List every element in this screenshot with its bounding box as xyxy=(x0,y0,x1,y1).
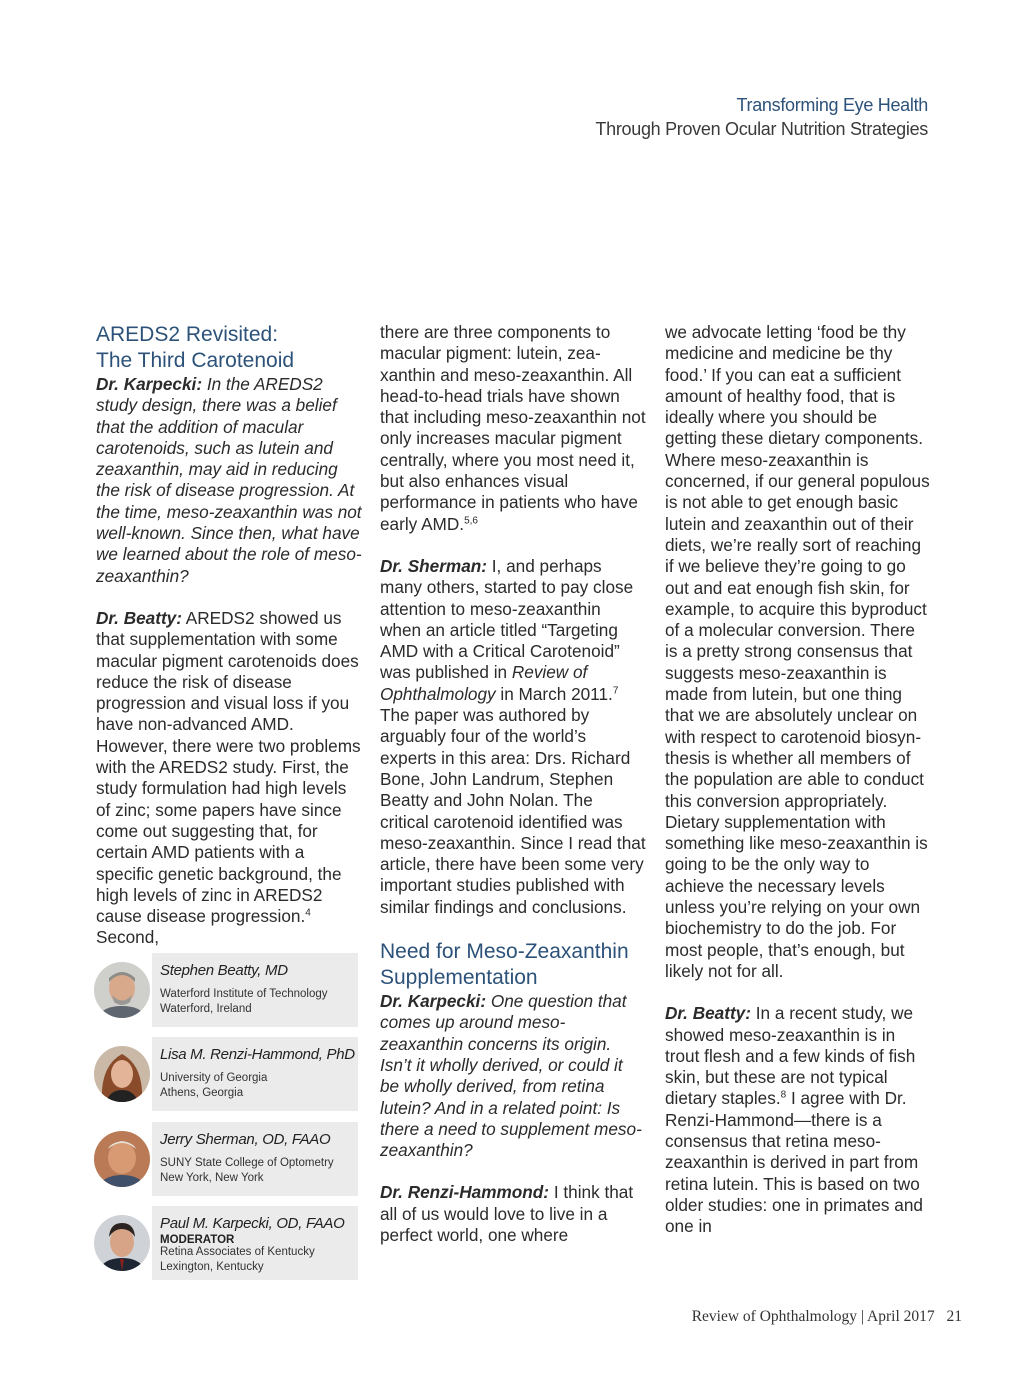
paragraph-text: we advocate letting ‘food be thy medicine and medicine be thy food.’ If you can eat a sufficient amount of healthy food, that is ideally where you should be getting these dietary components. Where meso-zeaxanthin is concerned, if our general populous is not able to get enough basic lutein and zeaxanthin out of their diets, we’re really sort of reaching if we believe they’re going to go out and eat enough fish skin, for example, to acquire this byproduct of a molecular conversion. There is a pretty strong consensus that suggests meso-zeaxanthin is made from lutein, but one thing that we are absolutely unclear on with respect to carotenoid biosynthesis is whether all members of the population are able to conduct this conversion appropriately. Dietary supplementation with something like meso-zeaxanthin is going to be the only way to achieve the necessary levels unless you’re relying on your own biochemistry to do the job. For most people, that’s enough, but likely not for all. xyxy=(665,322,930,981)
running-header xyxy=(595,93,928,141)
heading-line: The Third Carotenoid xyxy=(96,349,295,372)
panelist-card-moderator xyxy=(92,1206,360,1280)
panelist-affiliation: Waterford Institute of Technology xyxy=(160,988,328,1000)
answer-paragraph xyxy=(665,322,931,982)
footer-date: April 2017 xyxy=(867,1308,935,1325)
panelist-name: Lisa M. Renzi-Hammond, PhD xyxy=(160,1046,355,1063)
header-line-2: Through Proven Ocular Nutrition Strategies xyxy=(595,119,928,139)
section-heading-areds2 xyxy=(96,322,364,374)
panelist-name: Paul M. Karpecki, OD, FAAO xyxy=(160,1215,345,1232)
panelist-card xyxy=(92,1122,360,1196)
answer-paragraph xyxy=(380,1182,646,1246)
panelist-affiliation: Retina Associates of Kentucky xyxy=(160,1246,315,1258)
column-3 xyxy=(665,322,931,1237)
paragraph-text: in March 2011. xyxy=(495,683,613,704)
panelist-location: New York, New York xyxy=(160,1172,264,1184)
panelist-photo xyxy=(94,1215,150,1271)
heading-line: Supplementation xyxy=(380,966,538,990)
answer-paragraph xyxy=(380,322,646,535)
section-heading-need xyxy=(380,939,646,991)
answer-paragraph xyxy=(96,608,364,949)
panelist-name: Stephen Beatty, MD xyxy=(160,962,288,979)
speaker-label: Dr. Sherman: xyxy=(380,555,487,576)
panelist-location: Lexington, Kentucky xyxy=(160,1261,264,1273)
panelist-photo xyxy=(94,962,150,1018)
panelist-affiliation: University of Georgia xyxy=(160,1072,268,1084)
panelist-photo xyxy=(94,1131,150,1187)
paragraph-text: One question that comes up around meso-zeaxanthin concerns its origin. Isn’t it wholly derived, or could it be wholly derived, from retina lutein? And in a related point: Is there a need to supplement meso-zeaxanthin? xyxy=(380,991,642,1161)
paragraph-text: The paper was authored by arguably four of the world’s experts in this area: Drs. Richard Bone, John Landrum, Stephen Beatty and John Nolan. The critical carotenoid identified was meso-zeaxanthin. Since I read that article, there have been some very important studies published with similar findings and conclusions. xyxy=(380,705,646,917)
heading-line: Need for Meso-Zeaxanthin xyxy=(380,940,629,964)
paragraph-text: Second, xyxy=(96,927,160,948)
panelist-location: Athens, Georgia xyxy=(160,1087,244,1099)
question-paragraph xyxy=(96,374,364,587)
panelist-name: Jerry Sherman, OD, FAAO xyxy=(160,1131,331,1148)
paragraph-text: there are three components to macular pigment: lutein, zeaxanthin and meso-zeaxanthin. All head-to-head trials have shown that including meso-zeaxanthin not only increases macular pigment centrally, where you most need it, but also enhances visual performance in patients who have early AMD. xyxy=(380,322,646,534)
speaker-label: Dr. Renzi-Hammond: xyxy=(380,1182,550,1203)
panelist-location: Waterford, Ireland xyxy=(160,1003,252,1015)
journal-title: Review of Ophthalmology xyxy=(380,662,588,704)
reference-superscript: 8 xyxy=(780,1089,787,1101)
reference-superscript: 7 xyxy=(612,685,619,697)
paragraph-text: I agree with Dr. Renzi-Hammond—there is a consensus that retina meso-zeaxanthin is derived in part from retina lutein. This is based on two older studies: one in primates and one in xyxy=(665,1088,923,1237)
page-number: 21 xyxy=(946,1308,962,1325)
panelist-info-box xyxy=(152,1206,358,1280)
speaker-label: Dr. Karpecki: xyxy=(380,991,487,1012)
answer-paragraph xyxy=(665,1003,931,1237)
panelist-card xyxy=(92,953,360,1027)
page-footer xyxy=(692,1308,962,1326)
panelist-role: MODERATOR xyxy=(160,1234,235,1246)
panelist-card xyxy=(92,1037,360,1111)
answer-paragraph xyxy=(380,556,646,918)
heading-line: AREDS2 Revisited: xyxy=(96,323,279,346)
paragraph-text: In the AREDS2 study design, there was a belief that the addition of macular carotenoids, such as lutein and zeaxanthin, may aid in reducing the risk of disease progression. At the time, meso-zeaxanthin was not well-known. Since then, what have we learned about the role of meso-zeaxanthin? xyxy=(96,374,362,586)
header-line-1: Transforming Eye Health xyxy=(736,95,928,115)
paragraph-text: I, and perhaps many others, started to pay close attention to meso-zeaxanthin when an article titled “Targeting AMD with a Critical Carotenoid” was published in xyxy=(380,555,634,683)
footer-separator: | xyxy=(860,1308,864,1325)
panelist-affiliation: SUNY State College of Optometry xyxy=(160,1157,334,1169)
reference-superscript: 4 xyxy=(305,907,311,919)
panelist-info-box xyxy=(152,953,358,1027)
reference-superscript: 5,6 xyxy=(464,514,478,526)
panelist-photo xyxy=(94,1046,150,1102)
speaker-label: Dr. Karpecki: xyxy=(96,374,203,394)
column-1 xyxy=(96,322,364,949)
speaker-label: Dr. Beatty: xyxy=(96,607,182,628)
paragraph-text: In a recent study, we showed meso-zeaxanthin is in trout flesh and a few kinds of fish skin, but these are not typical dietary staples. xyxy=(665,1003,916,1109)
speaker-label: Dr. Beatty: xyxy=(665,1003,751,1024)
paragraph-text: I think that all of us would love to live in a perfect world, one where xyxy=(380,1182,634,1245)
column-2 xyxy=(380,322,646,1246)
panelist-info-box xyxy=(152,1037,358,1111)
question-paragraph xyxy=(380,991,646,1161)
footer-journal: Review of Ophthalmology xyxy=(691,1308,858,1325)
panelist-info-box xyxy=(152,1122,358,1196)
paragraph-text: AREDS2 showed us that supplementation with some macular pigment carotenoids does reduce the risk of disease progression and visual loss if you have non-advanced AMD. However, there were two problems with the AREDS2 study. First, the study formulation had high levels of zinc; some papers have since come out suggesting that, for certain AMD patients with a specific genetic background, the high levels of zinc in AREDS2 cause disease progression. xyxy=(96,607,361,927)
